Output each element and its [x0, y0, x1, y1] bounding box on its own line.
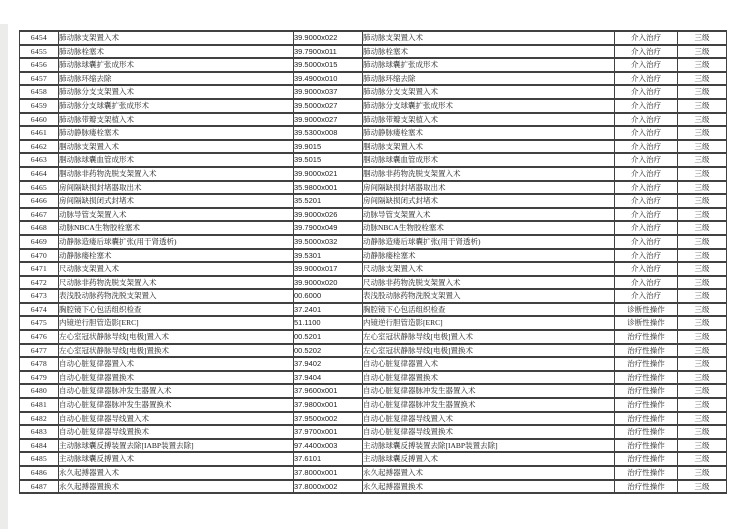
procedure-name-repeat-cell: 动脉导管支架置入术	[363, 208, 615, 222]
icd-code-cell: 39.5301	[294, 249, 363, 263]
category-cell: 介入治疗	[615, 289, 678, 303]
table-row	[20, 235, 727, 249]
procedure-name-cell: 表浅股动脉药物洗脱支架置入	[59, 289, 294, 303]
row-number-cell: 6468	[20, 221, 59, 235]
procedure-name-repeat-cell: 动脉NBCA生物胶栓塞术	[363, 221, 615, 235]
procedure-name-repeat-cell: 肺动脉分支支架置入术	[363, 85, 615, 99]
icd-code-cell: 39.9000x017	[294, 262, 363, 276]
row-number-cell: 6477	[20, 344, 59, 358]
procedure-name-repeat-cell: 主动脉球囊反搏置入术	[363, 452, 615, 466]
table-row	[20, 439, 727, 453]
level-cell: 三级	[678, 303, 727, 317]
procedure-name-repeat-cell: 胸腔镜下心包活组织检查	[363, 303, 615, 317]
row-number-cell: 6462	[20, 140, 59, 154]
level-cell: 三级	[678, 316, 727, 330]
level-cell: 三级	[678, 208, 727, 222]
icd-code-cell: 39.9000x026	[294, 208, 363, 222]
category-cell: 治疗性操作	[615, 466, 678, 480]
category-cell: 治疗性操作	[615, 480, 678, 494]
procedure-name-cell: 动静脉造瘘后球囊扩张(用于肾透析)	[59, 235, 294, 249]
level-cell: 三级	[678, 466, 727, 480]
table-row	[20, 31, 727, 45]
row-number-cell: 6483	[20, 425, 59, 439]
table-row	[20, 126, 727, 140]
row-number-cell: 6479	[20, 371, 59, 385]
row-number-cell: 6486	[20, 466, 59, 480]
procedure-name-cell: 肺动脉带瓣支架植入术	[59, 113, 294, 127]
row-number-cell: 6463	[20, 153, 59, 167]
table-row	[20, 194, 727, 208]
level-cell: 三级	[678, 167, 727, 181]
procedure-name-repeat-cell: 自动心脏复律器导线置入术	[363, 412, 615, 426]
procedure-name-cell: 动脉导管支架置入术	[59, 208, 294, 222]
category-cell: 介入治疗	[615, 140, 678, 154]
procedure-name-cell: 房间隔缺损封堵器取出术	[59, 181, 294, 195]
procedure-name-cell: 左心室冠状静脉导线[电极]置入术	[59, 330, 294, 344]
table-row	[20, 425, 727, 439]
table-row	[20, 45, 727, 59]
table-row	[20, 276, 727, 290]
row-number-cell: 6472	[20, 276, 59, 290]
icd-code-cell: 39.7900x049	[294, 221, 363, 235]
level-cell: 三级	[678, 439, 727, 453]
row-number-cell: 6481	[20, 398, 59, 412]
procedure-table-body	[20, 31, 727, 493]
category-cell: 介入治疗	[615, 45, 678, 59]
category-cell: 介入治疗	[615, 181, 678, 195]
level-cell: 三级	[678, 194, 727, 208]
table-row	[20, 58, 727, 72]
level-cell: 三级	[678, 58, 727, 72]
row-number-cell: 6482	[20, 412, 59, 426]
category-cell: 介入治疗	[615, 235, 678, 249]
procedure-name-repeat-cell: 尺动脉支架置入术	[363, 262, 615, 276]
category-cell: 治疗性操作	[615, 412, 678, 426]
row-number-cell: 6471	[20, 262, 59, 276]
procedure-name-repeat-cell: 肺动脉球囊扩张成形术	[363, 58, 615, 72]
category-cell: 介入治疗	[615, 99, 678, 113]
table-row	[20, 72, 727, 86]
icd-code-cell: 37.2401	[294, 303, 363, 317]
procedure-name-cell: 自动心脏复律器导线置入术	[59, 412, 294, 426]
procedure-name-repeat-cell: 肺动脉支架置入术	[363, 31, 615, 45]
procedure-name-cell: 动脉NBCA生物胶栓塞术	[59, 221, 294, 235]
table-row	[20, 262, 727, 276]
procedure-name-cell: 自动心脏复律器置入术	[59, 357, 294, 371]
procedure-name-repeat-cell: 左心室冠状静脉导线[电极]置换术	[363, 344, 615, 358]
table-row	[20, 167, 727, 181]
category-cell: 介入治疗	[615, 249, 678, 263]
table-row	[20, 466, 727, 480]
icd-code-cell: 39.9000x022	[294, 31, 363, 45]
table-row	[20, 99, 727, 113]
category-cell: 介入治疗	[615, 276, 678, 290]
procedure-name-repeat-cell: 肺动脉分支球囊扩张成形术	[363, 99, 615, 113]
procedure-name-cell: 自动心脏复律器置换术	[59, 371, 294, 385]
table-row	[20, 208, 727, 222]
level-cell: 三级	[678, 276, 727, 290]
level-cell: 三级	[678, 412, 727, 426]
icd-code-cell: 37.9800x001	[294, 398, 363, 412]
row-number-cell: 6457	[20, 72, 59, 86]
table-row	[20, 85, 727, 99]
procedure-name-cell: 肺动脉球囊扩张成形术	[59, 58, 294, 72]
procedure-name-cell: 永久起搏器置换术	[59, 480, 294, 494]
category-cell: 介入治疗	[615, 72, 678, 86]
category-cell: 治疗性操作	[615, 452, 678, 466]
icd-code-cell: 37.6101	[294, 452, 363, 466]
table-row	[20, 357, 727, 371]
table-row	[20, 289, 727, 303]
row-number-cell: 6484	[20, 439, 59, 453]
icd-code-cell: 39.9000x027	[294, 113, 363, 127]
level-cell: 三级	[678, 99, 727, 113]
procedure-name-repeat-cell: 自动心脏复律器脉冲发生器置换术	[363, 398, 615, 412]
procedure-name-cell: 动静脉瘘栓塞术	[59, 249, 294, 263]
row-number-cell: 6485	[20, 452, 59, 466]
table-row	[20, 412, 727, 426]
row-number-cell: 6465	[20, 181, 59, 195]
level-cell: 三级	[678, 452, 727, 466]
level-cell: 三级	[678, 45, 727, 59]
level-cell: 三级	[678, 85, 727, 99]
icd-code-cell: 39.4900x010	[294, 72, 363, 86]
table-row	[20, 221, 727, 235]
category-cell: 治疗性操作	[615, 330, 678, 344]
category-cell: 介入治疗	[615, 85, 678, 99]
icd-code-cell: 39.5000x015	[294, 58, 363, 72]
table-row	[20, 330, 727, 344]
procedure-name-cell: 主动脉球囊反搏置入术	[59, 452, 294, 466]
row-number-cell: 6464	[20, 167, 59, 181]
row-number-cell: 6454	[20, 31, 59, 45]
category-cell: 介入治疗	[615, 221, 678, 235]
icd-code-cell: 39.7900x011	[294, 45, 363, 59]
category-cell: 治疗性操作	[615, 425, 678, 439]
procedure-name-cell: 肺动脉支架置入术	[59, 31, 294, 45]
table-row	[20, 140, 727, 154]
row-number-cell: 6455	[20, 45, 59, 59]
table-row	[20, 452, 727, 466]
level-cell: 三级	[678, 221, 727, 235]
procedure-name-repeat-cell: 房间隔缺损封堵器取出术	[363, 181, 615, 195]
table-row	[20, 113, 727, 127]
procedure-name-cell: 自动心脏复律器脉冲发生器置换术	[59, 398, 294, 412]
procedure-name-cell: 腘动脉球囊血管成形术	[59, 153, 294, 167]
icd-code-cell: 37.8000x002	[294, 480, 363, 494]
icd-code-cell: 39.5000x027	[294, 99, 363, 113]
procedure-name-cell: 自动心脏复律器导线置换术	[59, 425, 294, 439]
row-number-cell: 6480	[20, 384, 59, 398]
category-cell: 介入治疗	[615, 31, 678, 45]
icd-code-cell: 39.9015	[294, 140, 363, 154]
row-number-cell: 6461	[20, 126, 59, 140]
icd-code-cell: 39.9000x037	[294, 85, 363, 99]
procedure-name-repeat-cell: 尺动脉非药物洗脱支架置入术	[363, 276, 615, 290]
procedure-name-cell: 左心室冠状静脉导线[电极]置换术	[59, 344, 294, 358]
level-cell: 三级	[678, 72, 727, 86]
procedure-name-repeat-cell: 肺动脉环缩去除	[363, 72, 615, 86]
row-number-cell: 6487	[20, 480, 59, 494]
level-cell: 三级	[678, 371, 727, 385]
icd-code-cell: 37.9500x002	[294, 412, 363, 426]
table-row	[20, 344, 727, 358]
procedure-name-cell: 肺动脉栓塞术	[59, 45, 294, 59]
procedure-name-cell: 胸腔镜下心包活组织检查	[59, 303, 294, 317]
icd-code-cell: 37.9404	[294, 371, 363, 385]
icd-code-cell: 39.5015	[294, 153, 363, 167]
procedure-name-cell: 肺动脉分支支架置入术	[59, 85, 294, 99]
level-cell: 三级	[678, 113, 727, 127]
procedure-name-repeat-cell: 腘动脉球囊血管成形术	[363, 153, 615, 167]
icd-code-cell: 39.9000x021	[294, 167, 363, 181]
row-number-cell: 6459	[20, 99, 59, 113]
table-row	[20, 153, 727, 167]
procedure-name-cell: 肺动脉环缩去除	[59, 72, 294, 86]
procedure-name-repeat-cell: 主动脉球囊反搏装置去除[IABP装置去除]	[363, 439, 615, 453]
level-cell: 三级	[678, 330, 727, 344]
icd-code-cell: 35.9800x001	[294, 181, 363, 195]
level-cell: 三级	[678, 357, 727, 371]
category-cell: 治疗性操作	[615, 439, 678, 453]
procedure-name-cell: 房间隔缺损闭式封堵术	[59, 194, 294, 208]
icd-code-cell: 37.8000x001	[294, 466, 363, 480]
procedure-name-repeat-cell: 永久起搏器置换术	[363, 480, 615, 494]
row-number-cell: 6473	[20, 289, 59, 303]
row-number-cell: 6467	[20, 208, 59, 222]
level-cell: 三级	[678, 31, 727, 45]
row-number-cell: 6469	[20, 235, 59, 249]
procedure-name-repeat-cell: 房间隔缺损闭式封堵术	[363, 194, 615, 208]
page-edge-shadow	[0, 24, 8, 529]
procedure-name-repeat-cell: 内镜逆行胆管造影[ERC]	[363, 316, 615, 330]
procedure-name-repeat-cell: 动静脉瘘栓塞术	[363, 249, 615, 263]
icd-code-cell: 97.4400x003	[294, 439, 363, 453]
procedure-name-cell: 腘动脉非药物洗脱支架置入术	[59, 167, 294, 181]
table-row	[20, 303, 727, 317]
level-cell: 三级	[678, 480, 727, 494]
category-cell: 介入治疗	[615, 58, 678, 72]
procedure-name-repeat-cell: 腘动脉非药物洗脱支架置入术	[363, 167, 615, 181]
category-cell: 介入治疗	[615, 194, 678, 208]
procedure-name-repeat-cell: 肺动脉栓塞术	[363, 45, 615, 59]
category-cell: 介入治疗	[615, 113, 678, 127]
procedure-name-cell: 自动心脏复律器脉冲发生器置入术	[59, 384, 294, 398]
row-number-cell: 6466	[20, 194, 59, 208]
level-cell: 三级	[678, 425, 727, 439]
category-cell: 治疗性操作	[615, 371, 678, 385]
procedure-name-cell: 肺动静脉瘘栓塞术	[59, 126, 294, 140]
procedure-grading-table	[19, 30, 727, 494]
table-row	[20, 371, 727, 385]
level-cell: 三级	[678, 249, 727, 263]
icd-code-cell: 00.5201	[294, 330, 363, 344]
procedure-name-cell: 尺动脉非药物洗脱支架置入术	[59, 276, 294, 290]
row-number-cell: 6474	[20, 303, 59, 317]
level-cell: 三级	[678, 126, 727, 140]
procedure-name-repeat-cell: 肺动脉带瓣支架植入术	[363, 113, 615, 127]
procedure-name-repeat-cell: 腘动脉支架置入术	[363, 140, 615, 154]
level-cell: 三级	[678, 181, 727, 195]
icd-code-cell: 35.5201	[294, 194, 363, 208]
row-number-cell: 6460	[20, 113, 59, 127]
row-number-cell: 6476	[20, 330, 59, 344]
row-number-cell: 6478	[20, 357, 59, 371]
procedure-name-cell: 内镜逆行胆管造影[ERC]	[59, 316, 294, 330]
icd-code-cell: 37.9700x001	[294, 425, 363, 439]
procedure-name-repeat-cell: 永久起搏器置入术	[363, 466, 615, 480]
procedure-name-cell: 腘动脉支架置入术	[59, 140, 294, 154]
procedure-name-repeat-cell: 左心室冠状静脉导线[电极]置入术	[363, 330, 615, 344]
category-cell: 治疗性操作	[615, 398, 678, 412]
procedure-name-repeat-cell: 自动心脏复律器置入术	[363, 357, 615, 371]
procedure-name-repeat-cell: 肺动静脉瘘栓塞术	[363, 126, 615, 140]
category-cell: 介入治疗	[615, 153, 678, 167]
icd-code-cell: 00.6000	[294, 289, 363, 303]
icd-code-cell: 00.5202	[294, 344, 363, 358]
icd-code-cell: 37.9600x001	[294, 384, 363, 398]
level-cell: 三级	[678, 384, 727, 398]
row-number-cell: 6456	[20, 58, 59, 72]
category-cell: 介入治疗	[615, 126, 678, 140]
procedure-name-repeat-cell: 自动心脏复律器导线置换术	[363, 425, 615, 439]
category-cell: 介入治疗	[615, 167, 678, 181]
table-row	[20, 316, 727, 330]
procedure-name-cell: 肺动脉分支球囊扩张成形术	[59, 99, 294, 113]
category-cell: 诊断性操作	[615, 316, 678, 330]
table-row	[20, 480, 727, 494]
row-number-cell: 6470	[20, 249, 59, 263]
icd-code-cell: 39.5000x032	[294, 235, 363, 249]
procedure-name-repeat-cell: 表浅股动脉药物洗脱支架置入	[363, 289, 615, 303]
procedure-name-cell: 永久起搏器置入术	[59, 466, 294, 480]
table-row	[20, 384, 727, 398]
table-row	[20, 249, 727, 263]
icd-code-cell: 39.9000x020	[294, 276, 363, 290]
level-cell: 三级	[678, 153, 727, 167]
category-cell: 治疗性操作	[615, 384, 678, 398]
icd-code-cell: 37.9402	[294, 357, 363, 371]
level-cell: 三级	[678, 262, 727, 276]
category-cell: 介入治疗	[615, 262, 678, 276]
level-cell: 三级	[678, 235, 727, 249]
icd-code-cell: 51.1100	[294, 316, 363, 330]
table-row	[20, 181, 727, 195]
level-cell: 三级	[678, 398, 727, 412]
table-row	[20, 398, 727, 412]
procedure-name-cell: 尺动脉支架置入术	[59, 262, 294, 276]
procedure-name-repeat-cell: 自动心脏复律器脉冲发生器置入术	[363, 384, 615, 398]
procedure-name-repeat-cell: 自动心脏复律器置换术	[363, 371, 615, 385]
row-number-cell: 6458	[20, 85, 59, 99]
category-cell: 治疗性操作	[615, 357, 678, 371]
level-cell: 三级	[678, 289, 727, 303]
procedure-name-repeat-cell: 动静脉造瘘后球囊扩张(用于肾透析)	[363, 235, 615, 249]
category-cell: 诊断性操作	[615, 303, 678, 317]
level-cell: 三级	[678, 140, 727, 154]
icd-code-cell: 39.5300x008	[294, 126, 363, 140]
level-cell: 三级	[678, 344, 727, 358]
category-cell: 治疗性操作	[615, 344, 678, 358]
procedure-name-cell: 主动脉球囊反搏装置去除[IABP装置去除]	[59, 439, 294, 453]
category-cell: 介入治疗	[615, 208, 678, 222]
row-number-cell: 6475	[20, 316, 59, 330]
